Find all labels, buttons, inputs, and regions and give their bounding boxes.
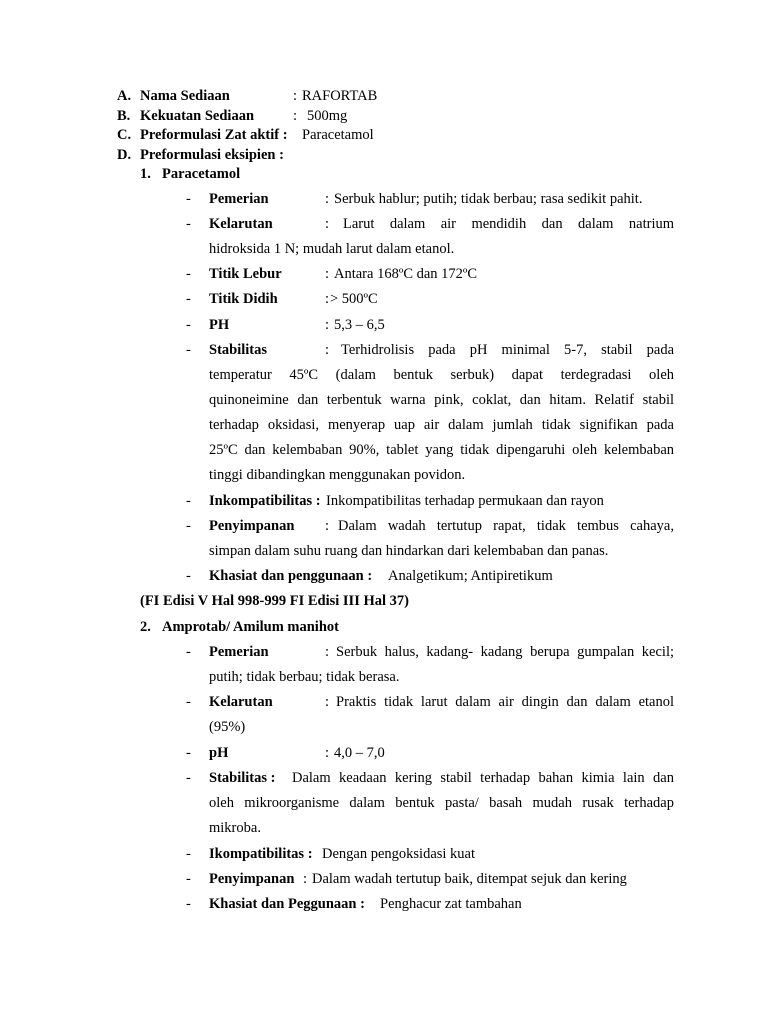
list-marker-d: D. [117, 147, 132, 163]
prop-value-ikompatibilitas: Dengan pengoksidasi kuat [322, 846, 476, 862]
bullet-dash: - [186, 317, 191, 333]
prop-label-kelarutan: Kelarutan [209, 694, 273, 710]
bullet-dash: - [186, 493, 191, 509]
bullet-dash: - [186, 342, 191, 358]
prop-value-stabilitas-line-1: Dalam keadaan kering stabil terhadap bahan kimia lain dan [292, 770, 674, 786]
separator-colon: : [325, 694, 330, 710]
prop-value-kelarutan-line-2: (95%) [209, 719, 246, 735]
list-marker-c: C. [117, 127, 132, 143]
prop-label-kelarutan: Kelarutan [209, 216, 273, 232]
prop-value-penyimpanan-line-1: Dalam wadah tertutup rapat, tidak tembus cahaya, [338, 518, 674, 534]
section-number-2: 2. [140, 619, 151, 635]
prop-value-stabilitas-line-2: oleh mikroorganisme dalam bentuk pasta/ basah mudah rusak terhadap [209, 795, 674, 811]
reference-citation: (FI Edisi V Hal 998-999 FI Edisi III Hal 37) [140, 593, 409, 609]
prop-label-pemerian: Pemerian [209, 191, 269, 207]
prop-value-stabilitas-line-3: quinoneimine dan terbentuk warna pink, coklat, dan hitam. Relatif stabil [209, 392, 674, 408]
bullet-dash: - [186, 846, 191, 862]
bullet-dash: - [186, 191, 191, 207]
label-kekuatan-sediaan: Kekuatan Sediaan [140, 108, 255, 124]
prop-label-pemerian: Pemerian [209, 644, 269, 660]
label-preformulasi-zat-aktif: Preformulasi Zat aktif : [140, 127, 288, 143]
prop-value-inkompatibilitas: Inkompatibilitas terhadap permukaan dan rayon [326, 493, 604, 509]
separator-colon: : [325, 191, 330, 207]
prop-value-stabilitas-line-4: terhadap oksidasi, menyerap uap air dalam jumlah tidak signifikan pada [209, 417, 674, 433]
prop-label-titik-didih: Titik Didih [209, 291, 278, 307]
prop-value-stabilitas-line-2: temperatur 45ºC (dalam bentuk serbuk) dapat terdegradasi oleh [209, 367, 674, 383]
section-number-1: 1. [140, 166, 151, 182]
prop-value-khasiat: Analgetikum; Antipiretikum [388, 568, 553, 584]
prop-label-titik-lebur: Titik Lebur [209, 266, 282, 282]
prop-value-pemerian: Serbuk hablur; putih; tidak berbau; rasa sedikit pahit. [334, 191, 643, 207]
bullet-dash: - [186, 770, 191, 786]
value-zat-aktif: Paracetamol [302, 127, 374, 143]
bullet-dash: - [186, 216, 191, 232]
bullet-dash: - [186, 745, 191, 761]
prop-label-ph: PH [209, 317, 230, 333]
prop-label-penyimpanan: Penyimpanan [209, 871, 295, 887]
label-preformulasi-eksipien: Preformulasi eksipien : [140, 147, 284, 163]
prop-value-stabilitas-line-1: Terhidrolisis pada pH minimal 5-7, stabil pada [341, 342, 674, 358]
prop-value-kelarutan-line-1: Praktis tidak larut dalam air dingin dan dalam etanol [336, 694, 674, 710]
prop-value-pemerian-line-1: Serbuk halus, kadang- kadang berupa gumpalan kecil; [336, 644, 674, 660]
prop-label-ph: pH [209, 745, 229, 761]
prop-label-inkompatibilitas: Inkompatibilitas : [209, 493, 321, 509]
separator-colon: : [325, 518, 330, 534]
separator-colon: : [293, 88, 298, 104]
separator-colon: : [325, 745, 330, 761]
bullet-dash: - [186, 644, 191, 660]
prop-label-khasiat: Khasiat dan penggunaan : [209, 568, 373, 584]
separator-colon: : [325, 644, 330, 660]
separator-colon: : [325, 317, 330, 333]
list-marker-b: B. [117, 108, 131, 124]
bullet-dash: - [186, 291, 191, 307]
separator-colon: : [325, 216, 330, 232]
prop-value-titik-lebur: Antara 168ºC dan 172ºC [334, 266, 478, 282]
label-nama-sediaan: Nama Sediaan [140, 88, 230, 104]
bullet-dash: - [186, 518, 191, 534]
prop-value-stabilitas-line-3: mikroba. [209, 820, 261, 836]
prop-label-ikompatibilitas: Ikompatibilitas : [209, 846, 313, 862]
prop-label-stabilitas: Stabilitas : [209, 770, 276, 786]
separator-colon: : [293, 108, 298, 124]
bullet-dash: - [186, 568, 191, 584]
bullet-dash: - [186, 266, 191, 282]
prop-label-penyimpanan: Penyimpanan [209, 518, 295, 534]
bullet-dash: - [186, 871, 191, 887]
prop-value-ph: 4,0 – 7,0 [334, 745, 385, 761]
prop-label-khasiat: Khasiat dan Peggunaan : [209, 896, 365, 912]
separator-colon: : [325, 342, 330, 358]
bullet-dash: - [186, 896, 191, 912]
value-kekuatan-sediaan: 500mg [307, 108, 348, 124]
prop-value-penyimpanan-line-2: simpan dalam suhu ruang dan hindarkan dari kelembaban dan panas. [209, 543, 609, 559]
prop-value-ph: 5,3 – 6,5 [334, 317, 385, 333]
bullet-dash: - [186, 694, 191, 710]
separator-colon: : [325, 266, 330, 282]
prop-value-pemerian-line-2: putih; tidak berbau; tidak berasa. [209, 669, 400, 685]
section-title-paracetamol: Paracetamol [162, 166, 241, 182]
prop-value-kelarutan-line-2: hidroksida 1 N; mudah larut dalam etanol. [209, 241, 455, 257]
prop-value-stabilitas-line-6: tinggi dibandingkan menggunakan povidon. [209, 467, 466, 483]
section-title-amprotab: Amprotab/ Amilum manihot [162, 619, 339, 635]
separator-colon: : [325, 291, 330, 307]
list-marker-a: A. [117, 88, 132, 104]
prop-label-stabilitas: Stabilitas [209, 342, 268, 358]
prop-value-titik-didih: > 500ºC [330, 291, 378, 307]
prop-value-stabilitas-line-5: 25ºC dan kelembaban 90%, tablet yang tidak dipengaruhi oleh kelembaban [209, 442, 674, 458]
value-nama-sediaan: RAFORTAB [302, 88, 378, 104]
prop-value-khasiat: Penghacur zat tambahan [380, 896, 522, 912]
separator-colon: : [303, 871, 308, 887]
prop-value-penyimpanan: Dalam wadah tertutup baik, ditempat sejuk dan kering [312, 871, 627, 887]
prop-value-kelarutan-line-1: Larut dalam air mendidih dan dalam natrium [343, 216, 674, 232]
